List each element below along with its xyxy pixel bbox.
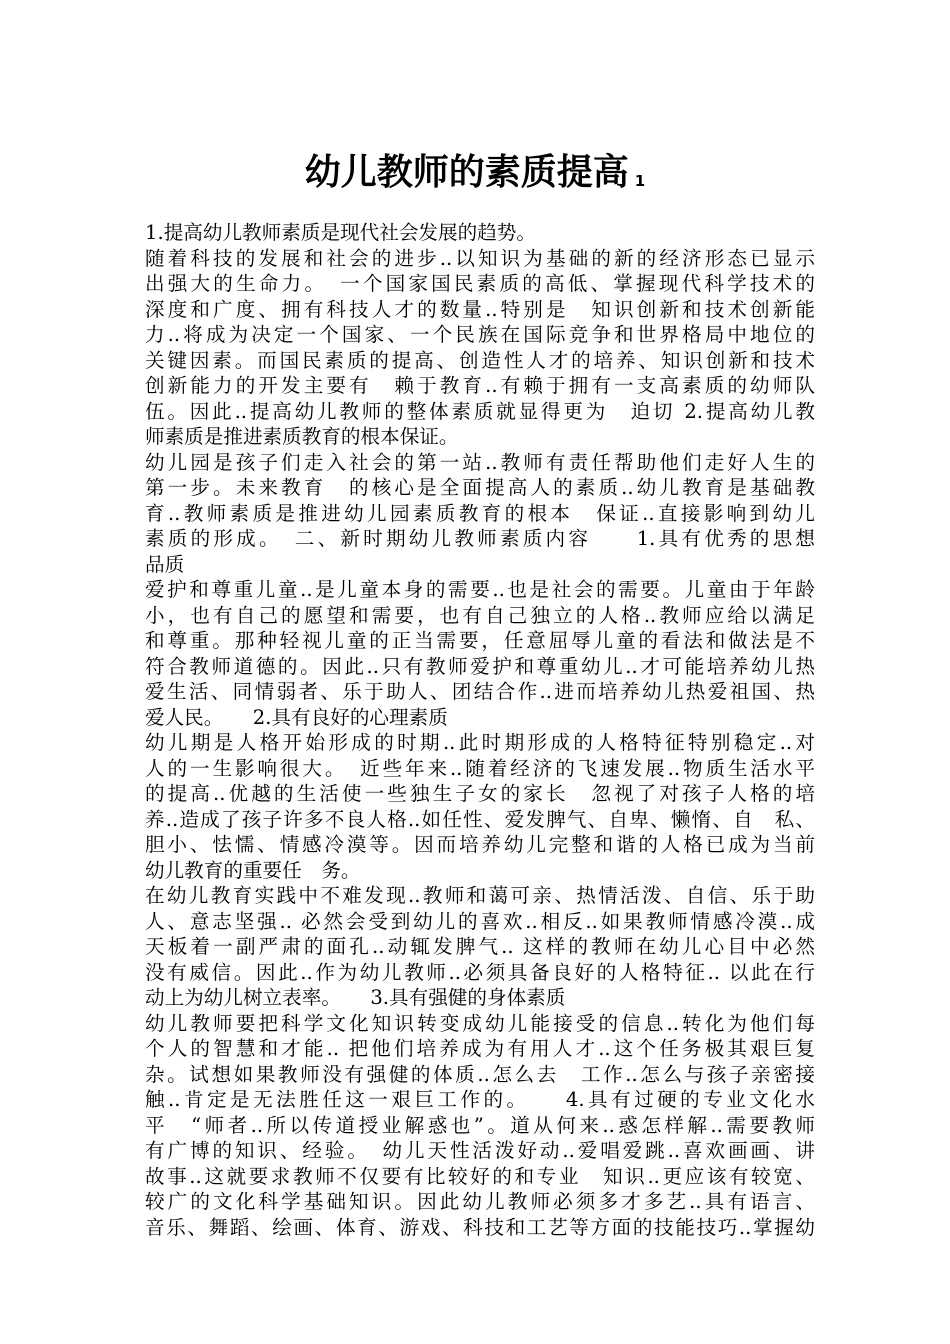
text-line: 有广博的知识、经验。 幼儿天性活泼好动..爱唱爱跳..喜欢画画、讲 — [145, 1139, 815, 1162]
text-line: 故事..这就要求教师不仅要有比较好的和专业 知识..更应该有较宽、 — [145, 1164, 815, 1188]
text-line: 育..教师素质是推进幼儿园素质教育的根本 保证..直接影响到幼儿 — [145, 501, 815, 525]
title-text: 幼儿教师的素质提高 — [304, 152, 629, 193]
text-line: 在幼儿教育实践中不难发现..教师和蔼可亲、热情活泼、自信、乐于助 — [145, 884, 815, 907]
text-line: 杂。试想如果教师没有强健的体质..怎么去 工作..怎么与孩子亲密接 — [145, 1062, 815, 1086]
text-line: 养..造成了孩子许多不良人格..如任性、爱发脾气、自卑、懒惰、自 私、 — [145, 807, 815, 831]
text-line: 伍。因此..提高幼儿教师的整体素质就显得更为 迫切 2.提高幼儿教 — [145, 399, 815, 423]
text-line: 幼儿教育的重要任 务。 — [145, 858, 361, 882]
text-line: 幼儿期是人格开始形成的时期..此时期形成的人格特征特别稳定..对 — [145, 731, 815, 754]
text-line: 幼儿园是孩子们走入社会的第一站..教师有责任帮助他们走好人生的 — [145, 450, 815, 474]
text-line: 师素质是推进素质教育的根本保证。 — [145, 425, 459, 448]
text-line: 深度和广度、拥有科技人才的数量..特别是 知识创新和技术创新能 — [145, 297, 815, 321]
title-footnote-marker: 1 — [634, 172, 646, 190]
text-line: 天板着一副严肃的面孔..动辄发脾气.. 这样的教师在幼儿心目中必然 — [145, 935, 815, 958]
text-line: 素质的形成。 二、新时期幼儿教师素质内容 1.具有优秀的思想 — [145, 527, 815, 550]
text-line: 触..肯定是无法胜任这一艰巨工作的。 4.具有过硬的专业文化水 — [145, 1088, 815, 1111]
text-line: 爱人民。 2.具有良好的心理素质 — [145, 705, 448, 729]
text-line: 品质 — [145, 552, 185, 576]
text-line: 较广的文化科学基础知识。因此幼儿教师必须多才多艺..具有语言、 — [145, 1190, 815, 1213]
text-line: 创新能力的开发主要有 赖于教育..有赖于拥有一支高素质的幼师队 — [145, 374, 815, 397]
text-line: 力..将成为决定一个国家、一个民族在国际竞争和世界格局中地位的 — [145, 323, 815, 346]
text-line: 人的一生影响很大。 近些年来..随着经济的飞速发展..物质生活水平 — [145, 756, 815, 780]
document-body — [145, 220, 815, 1240]
text-line: 个人的智慧和才能.. 把他们培养成为有用人才..这个任务极其艰巨复 — [145, 1037, 815, 1060]
text-line: 出强大的生命力。 一个国家国民素质的高低、掌握现代科学技术的 — [145, 272, 815, 295]
text-line: 音乐、舞蹈、绘画、体育、游戏、科技和工艺等方面的技能技巧..掌握幼 — [145, 1215, 815, 1239]
text-line: 第一步。未来教育 的核心是全面提高人的素质..幼儿教育是基础教 — [145, 476, 815, 499]
text-line: 随着科技的发展和社会的进步..以知识为基础的新的经济形态已显示 — [145, 246, 815, 270]
text-line: 关键因素。而国民素质的提高、创造性人才的培养、知识创新和技术 — [145, 348, 815, 372]
text-line: 1.提高幼儿教师素质是现代社会发展的趋势。 — [145, 221, 536, 244]
text-line: 人、意志坚强.. 必然会受到幼儿的喜欢..相反..如果教师情感冷漠..成 — [145, 909, 815, 933]
text-line: 的提高..优越的生活使一些独生子女的家长 忽视了对孩子人格的培 — [145, 782, 815, 805]
text-line: 动上为幼儿树立表率。 3.具有强健的身体素质 — [145, 986, 566, 1009]
text-line: 幼儿教师要把科学文化知识转变成幼儿能接受的信息..转化为他们每 — [145, 1011, 815, 1035]
text-line: 和尊重。那种轻视儿童的正当需要，任意屈辱儿童的看法和做法是不 — [145, 629, 815, 652]
text-line: 没有威信。因此..作为幼儿教师..必须具备良好的人格特征.. 以此在行 — [145, 960, 815, 984]
text-line: 爱生活、同情弱者、乐于助人、团结合作..进而培养幼儿热爱祖国、热 — [145, 680, 815, 703]
text-line: 平 “师者..所以传道授业解惑也”。道从何来..惑怎样解..需要教师 — [145, 1113, 815, 1137]
text-line: 小，也有自己的愿望和需要，也有自己独立的人格..教师应给以满足 — [145, 603, 815, 627]
text-line: 符合教师道德的。因此..只有教师爱护和尊重幼儿..才可能培养幼儿热 — [145, 654, 815, 678]
text-line: 胆小、怯懦、情感冷漠等。因而培养幼儿完整和谐的人格已成为当前 — [145, 833, 815, 856]
text-line: 爱护和尊重儿童..是儿童本身的需要..也是社会的需要。儿童由于年龄 — [145, 578, 815, 601]
page-title — [0, 148, 950, 204]
